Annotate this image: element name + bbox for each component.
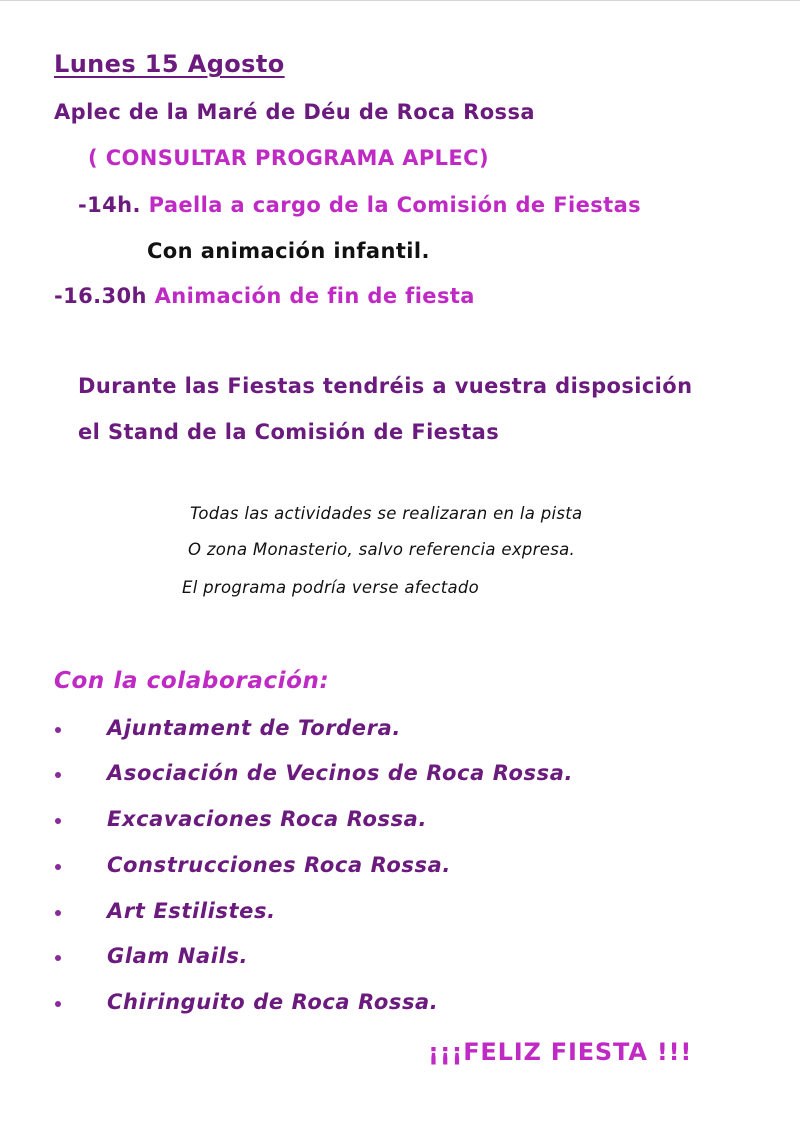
schedule-time: -16.30h (54, 284, 147, 308)
schedule-description: Animación de fin de fiesta (146, 284, 475, 308)
collaborator-name: Glam Nails. (107, 944, 249, 968)
collaborator-name: Excavaciones Roca Rossa. (107, 807, 428, 831)
list-item (0, 712, 800, 748)
bullet-icon (55, 772, 61, 778)
collaborator-name: Construcciones Roca Rossa. (107, 853, 451, 877)
bullet-icon (55, 727, 61, 733)
date-title: Lunes 15 Agosto (54, 50, 285, 78)
bullet-icon (55, 910, 61, 916)
bullet-icon (55, 1001, 61, 1007)
list-item (0, 986, 800, 1022)
list-item (0, 940, 800, 976)
collaborator-name: Chiringuito de Roca Rossa. (107, 990, 439, 1014)
schedule-item-closing-party (54, 284, 475, 308)
collaborator-name: Ajuntament de Tordera. (107, 716, 401, 740)
list-item (0, 803, 800, 839)
schedule-description: Paella a cargo de la Comisión de Fiestas (140, 193, 642, 217)
top-border (0, 0, 800, 1)
closing-greeting: ¡¡¡FELIZ FIESTA !!! (428, 1038, 693, 1066)
stand-line-1: Durante las Fiestas tendréis a vuestra disposición (78, 374, 693, 398)
aplec-title: Aplec de la Maré de Déu de Roca Rossa (54, 100, 535, 124)
note-line-1: Todas las actividades se realizaran en la pista (190, 504, 583, 523)
stand-line-2: el Stand de la Comisión de Fiestas (78, 420, 500, 444)
list-item (0, 849, 800, 885)
list-item (0, 895, 800, 931)
collaborator-name: Asociación de Vecinos de Roca Rossa. (107, 761, 574, 785)
schedule-subnote: Con animación infantil. (147, 239, 430, 263)
schedule-item-paella (78, 193, 641, 217)
aplec-program-note: ( CONSULTAR PROGRAMA APLEC) (88, 146, 489, 170)
bullet-icon (55, 955, 61, 961)
bullet-icon (55, 864, 61, 870)
note-line-2: O zona Monasterio, salvo referencia expresa. (188, 540, 576, 559)
list-item (0, 757, 800, 793)
collaboration-title: Con la colaboración: (54, 668, 330, 694)
bullet-icon (55, 818, 61, 824)
collaborator-name: Art Estilistes. (107, 899, 276, 923)
schedule-time: -14h. (78, 193, 141, 217)
note-line-3: El programa podría verse afectado (182, 578, 480, 597)
